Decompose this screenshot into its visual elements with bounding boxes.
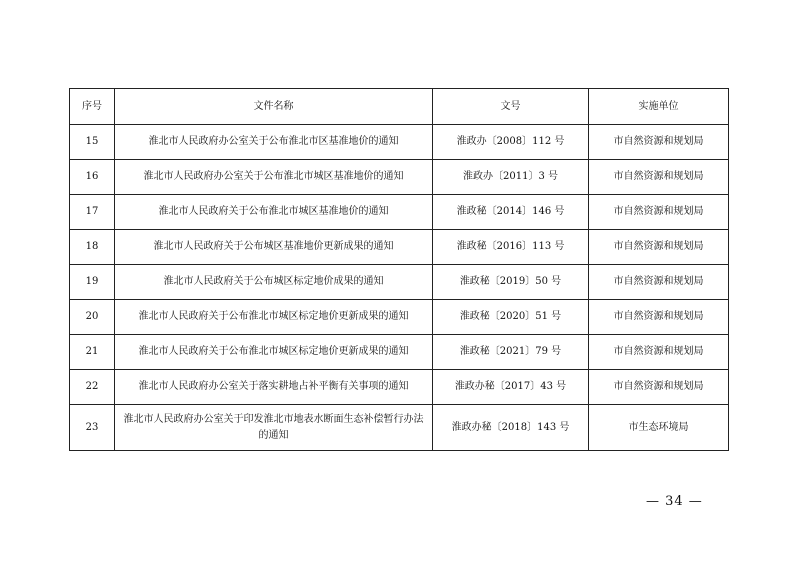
row-document-number: 淮政办秘〔2017〕43 号 [433, 370, 589, 405]
row-document-number: 淮政秘〔2020〕51 号 [433, 300, 589, 335]
table-header [70, 89, 729, 125]
header-row [70, 89, 729, 125]
row-implementing-unit: 市自然资源和规划局 [589, 335, 729, 370]
row-implementing-unit: 市自然资源和规划局 [589, 370, 729, 405]
row-implementing-unit: 市自然资源和规划局 [589, 265, 729, 300]
table-row [70, 335, 729, 370]
row-serial-number: 21 [70, 335, 115, 370]
table-row [70, 405, 729, 451]
document-table [69, 88, 729, 451]
row-serial-number: 15 [70, 125, 115, 160]
row-document-name: 淮北市人民政府关于公布城区标定地价成果的通知 [115, 265, 433, 300]
row-document-number: 淮政办秘〔2018〕143 号 [433, 405, 589, 451]
row-serial-number: 16 [70, 160, 115, 195]
header-document-number: 文号 [433, 89, 589, 125]
row-document-name: 淮北市人民政府办公室关于落实耕地占补平衡有关事项的通知 [115, 370, 433, 405]
row-serial-number: 20 [70, 300, 115, 335]
table-body [70, 125, 729, 451]
row-document-name: 淮北市人民政府关于公布淮北市城区基准地价的通知 [115, 195, 433, 230]
row-document-name: 淮北市人民政府办公室关于公布淮北市区基准地价的通知 [115, 125, 433, 160]
row-serial-number: 22 [70, 370, 115, 405]
row-document-number: 淮政办〔2008〕112 号 [433, 125, 589, 160]
row-serial-number: 18 [70, 230, 115, 265]
row-document-number: 淮政秘〔2016〕113 号 [433, 230, 589, 265]
table-row [70, 195, 729, 230]
row-implementing-unit: 市自然资源和规划局 [589, 125, 729, 160]
table-row [70, 125, 729, 160]
row-document-name: 淮北市人民政府关于公布淮北市城区标定地价更新成果的通知 [115, 300, 433, 335]
table-row [70, 230, 729, 265]
table-row [70, 160, 729, 195]
table-row [70, 370, 729, 405]
header-implementing-unit: 实施单位 [589, 89, 729, 125]
header-document-name: 文件名称 [115, 89, 433, 125]
row-implementing-unit: 市自然资源和规划局 [589, 300, 729, 335]
row-implementing-unit: 市自然资源和规划局 [589, 230, 729, 265]
row-serial-number: 23 [70, 405, 115, 451]
page-number: — 34 — [646, 494, 703, 509]
row-document-number: 淮政秘〔2019〕50 号 [433, 265, 589, 300]
row-serial-number: 17 [70, 195, 115, 230]
row-document-name: 淮北市人民政府关于公布淮北市城区标定地价更新成果的通知 [115, 335, 433, 370]
row-document-name: 淮北市人民政府办公室关于公布淮北市城区基准地价的通知 [115, 160, 433, 195]
row-document-name: 淮北市人民政府关于公布城区基准地价更新成果的通知 [115, 230, 433, 265]
row-document-number: 淮政秘〔2021〕79 号 [433, 335, 589, 370]
row-document-number: 淮政秘〔2014〕146 号 [433, 195, 589, 230]
header-serial-number: 序号 [70, 89, 115, 125]
row-implementing-unit: 市自然资源和规划局 [589, 195, 729, 230]
table-row [70, 265, 729, 300]
row-document-name: 淮北市人民政府办公室关于印发淮北市地表水断面生态补偿暂行办法的通知 [115, 405, 433, 451]
row-serial-number: 19 [70, 265, 115, 300]
row-implementing-unit: 市生态环境局 [589, 405, 729, 451]
table-row [70, 300, 729, 335]
row-document-number: 淮政办〔2011〕3 号 [433, 160, 589, 195]
row-implementing-unit: 市自然资源和规划局 [589, 160, 729, 195]
